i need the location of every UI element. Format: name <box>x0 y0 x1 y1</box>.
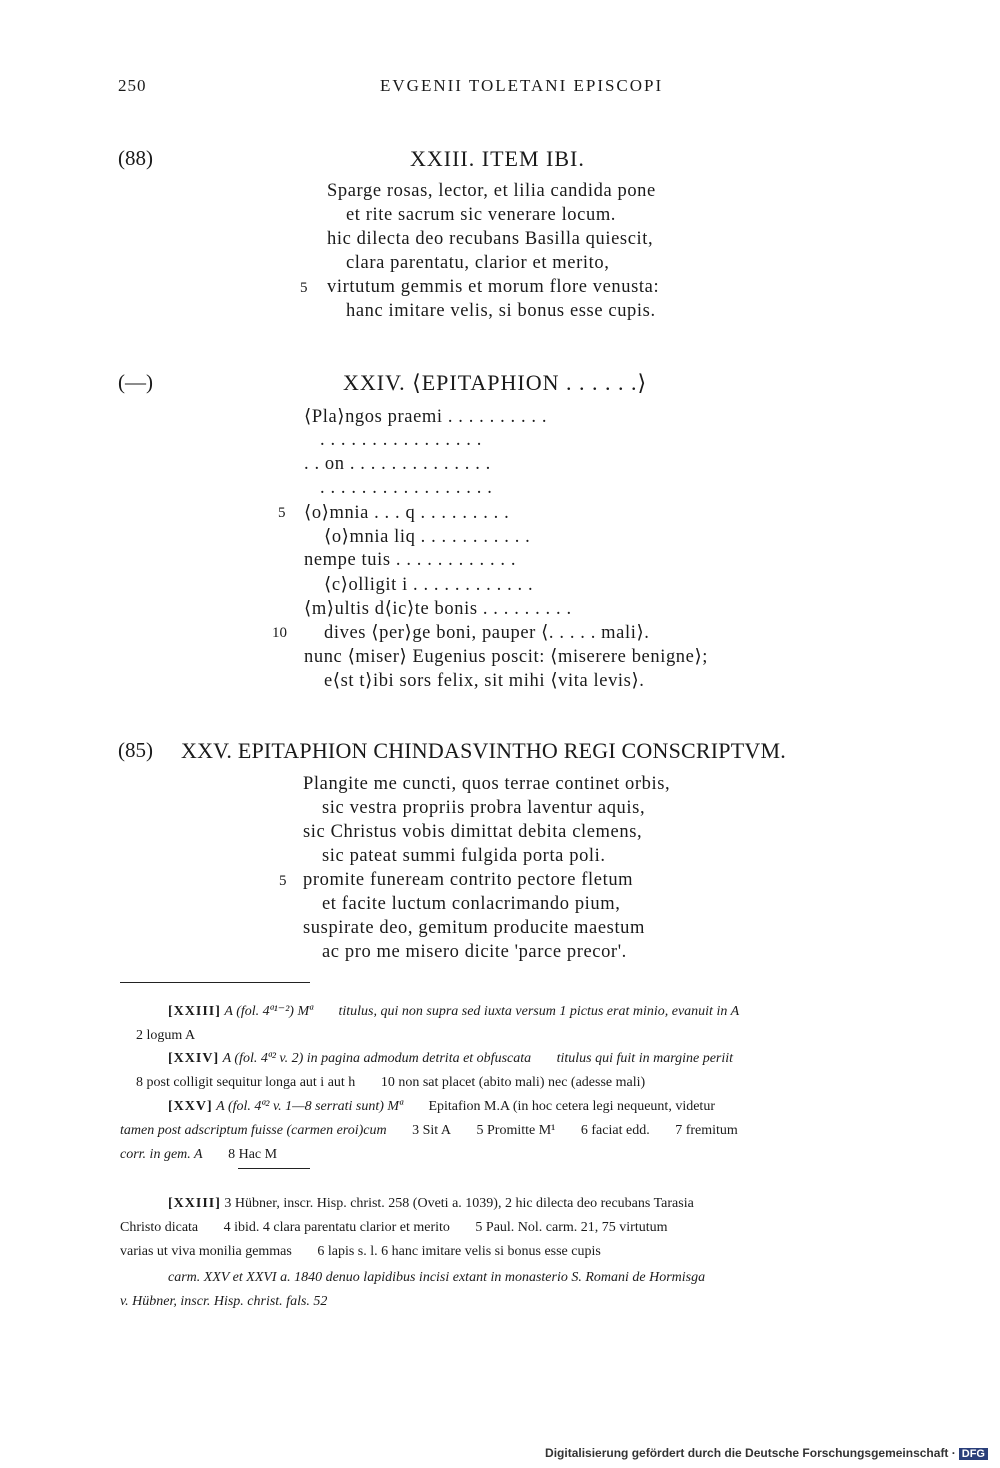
line-number: 5 <box>278 505 286 521</box>
apparatus-note: 8 post colligit sequitur longa aut i aut h <box>136 1075 356 1090</box>
apparatus-note: corr. in gem. A <box>120 1147 203 1162</box>
page-number: 250 <box>118 76 147 95</box>
sources-note: Christo dicata <box>120 1220 199 1235</box>
sources-xxiii <box>120 1192 886 1264</box>
sources-note: carm. XXV et XXVI a. 1840 denuo lapidibus incisi extant in monasterio S. Romani de Hormisga <box>168 1270 706 1285</box>
apparatus-note: 2 logum A <box>136 1028 196 1043</box>
sources-note: varias ut viva monilia gemmas <box>120 1244 292 1259</box>
apparatus-tag: [XXV] <box>168 1099 213 1114</box>
sources-note: 6 lapis s. l. 6 hanc imitare velis si bonus esse cupis <box>317 1244 601 1259</box>
apparatus-note: titulus qui fuit in margine periit <box>556 1051 734 1066</box>
apparatus-note: 6 faciat edd. <box>580 1123 650 1138</box>
verse-line: Sparge rosas, lector, et lilia candida pone <box>327 181 656 201</box>
running-title: EVGENII TOLETANI EPISCOPI <box>380 76 664 95</box>
verse-line: suspirate deo, gemitum producite maestum <box>303 918 646 938</box>
footnote-rule <box>120 982 310 983</box>
dfg-logo: DFG <box>959 1448 988 1460</box>
verse-line: . . . . . . . . . . . . . . . . . <box>320 478 493 498</box>
verse-line: et facite luctum conlacrimando pium, <box>322 894 621 914</box>
credit-text: Digitalisierung gefördert durch die Deutsche Forschungsgemeinschaft · <box>545 1446 956 1460</box>
apparatus-note: titulus, qui non supra sed iuxta versum 1 pictus erat minio, evanuit in A <box>338 1004 740 1019</box>
verse-line: nunc ⟨miser⟩ Eugenius poscit: ⟨miserere benigne⟩; <box>304 647 709 667</box>
digitization-credit <box>545 1446 988 1460</box>
apparatus-witness: A (fol. 4ª¹⁻²) Mª <box>224 1004 313 1019</box>
apparatus-xxiv <box>136 1047 886 1095</box>
verse-line: ⟨Pla⟩ngos praemi . . . . . . . . . . <box>304 407 548 427</box>
verse-line: ⟨o⟩mnia . . . q . . . . . . . . . <box>304 503 510 523</box>
verse-line: virtutum gemmis et morum flore venusta: <box>327 277 660 297</box>
sources-note: 4 ibid. 4 clara parentatu clarior et merito <box>223 1220 450 1235</box>
apparatus-witness: A (fol. 4ª² v. 1—8 serrati sunt) Mª <box>216 1099 403 1114</box>
section-ref: (—) <box>118 370 153 394</box>
line-number: 10 <box>272 625 287 641</box>
separator-rule <box>238 1168 310 1169</box>
verse-line: Plangite me cuncti, quos terrae continet orbis, <box>303 774 671 794</box>
verse-line: dives ⟨per⟩ge boni, pauper ⟨. . . . . mali⟩. <box>324 623 650 643</box>
line-number: 5 <box>300 280 308 296</box>
apparatus-note: 7 fremitum <box>675 1123 738 1138</box>
apparatus-tag: [XXIV] <box>168 1051 220 1066</box>
section-title: XXV. EPITAPHION CHINDASVINTHO REGI CONSCRIPTVM. <box>181 738 786 763</box>
verse-line: promite funeream contrito pectore fletum <box>303 870 634 890</box>
verse-line: clara parentatu, clarior et merito, <box>346 253 610 273</box>
apparatus-note: 10 non sat placet (abito mali) nec (adesse mali) <box>380 1075 646 1090</box>
section-ref: (85) <box>118 738 153 762</box>
sources-note: 5 Paul. Nol. carm. 21, 75 virtutum <box>475 1220 668 1235</box>
apparatus-note: 8 Hac M <box>228 1147 278 1162</box>
sources-note: v. Hübner, inscr. Hisp. christ. fals. 52 <box>120 1294 328 1309</box>
verse-line: ac pro me misero dicite 'parce precor'. <box>322 942 627 962</box>
sources-note: 3 Hübner, inscr. Hisp. christ. 258 (Oveti a. 1039), 2 hic dilecta deo recubans Tarasia <box>224 1196 694 1211</box>
verse-line: ⟨m⟩ultis d⟨ic⟩te bonis . . . . . . . . . <box>304 599 572 619</box>
apparatus-note: 3 Sit A <box>412 1123 452 1138</box>
verse-line: et rite sacrum sic venerare locum. <box>346 205 617 225</box>
section-title: XXIV. ⟨EPITAPHION . . . . . .⟩ <box>343 370 648 395</box>
apparatus-tag: [XXIII] <box>168 1004 221 1019</box>
sources-note-block <box>120 1266 886 1314</box>
verse-line: hanc imitare velis, si bonus esse cupis. <box>346 301 656 321</box>
apparatus-xxv <box>120 1095 886 1167</box>
verse-line: sic vestra propriis probra laventur aquis, <box>322 798 646 818</box>
section-ref: (88) <box>118 146 153 170</box>
section-title: XXIII. ITEM IBI. <box>410 146 585 171</box>
apparatus-xxiii <box>136 1000 886 1048</box>
verse-line: hic dilecta deo recubans Basilla quiescit, <box>327 229 654 249</box>
apparatus-witness: A (fol. 4ª² v. 2) in pagina admodum detrita et obfuscata <box>222 1051 532 1066</box>
verse-line: . . on . . . . . . . . . . . . . . <box>304 454 491 474</box>
sources-tag: [XXIII] <box>168 1196 221 1211</box>
verse-line: sic Christus vobis dimittat debita clemens, <box>303 822 643 842</box>
verse-line: sic pateat summi fulgida porta poli. <box>322 846 606 866</box>
apparatus-note: tamen post adscriptum fuisse (carmen eroi)cum <box>120 1123 387 1138</box>
verse-line: ⟨o⟩mnia liq . . . . . . . . . . . <box>324 527 531 547</box>
verse-line: nempe tuis . . . . . . . . . . . . <box>304 550 517 570</box>
line-number: 5 <box>279 873 287 889</box>
verse-line: e⟨st t⟩ibi sors felix, sit mihi ⟨vita levis⟩. <box>324 671 645 691</box>
verse-line: ⟨c⟩olligit i . . . . . . . . . . . . <box>324 575 534 595</box>
apparatus-note: 5 Promitte M¹ <box>476 1123 556 1138</box>
verse-line: . . . . . . . . . . . . . . . . <box>320 430 482 450</box>
apparatus-note: Epitafion M.A (in hoc cetera legi nequeunt, videtur <box>428 1099 715 1114</box>
